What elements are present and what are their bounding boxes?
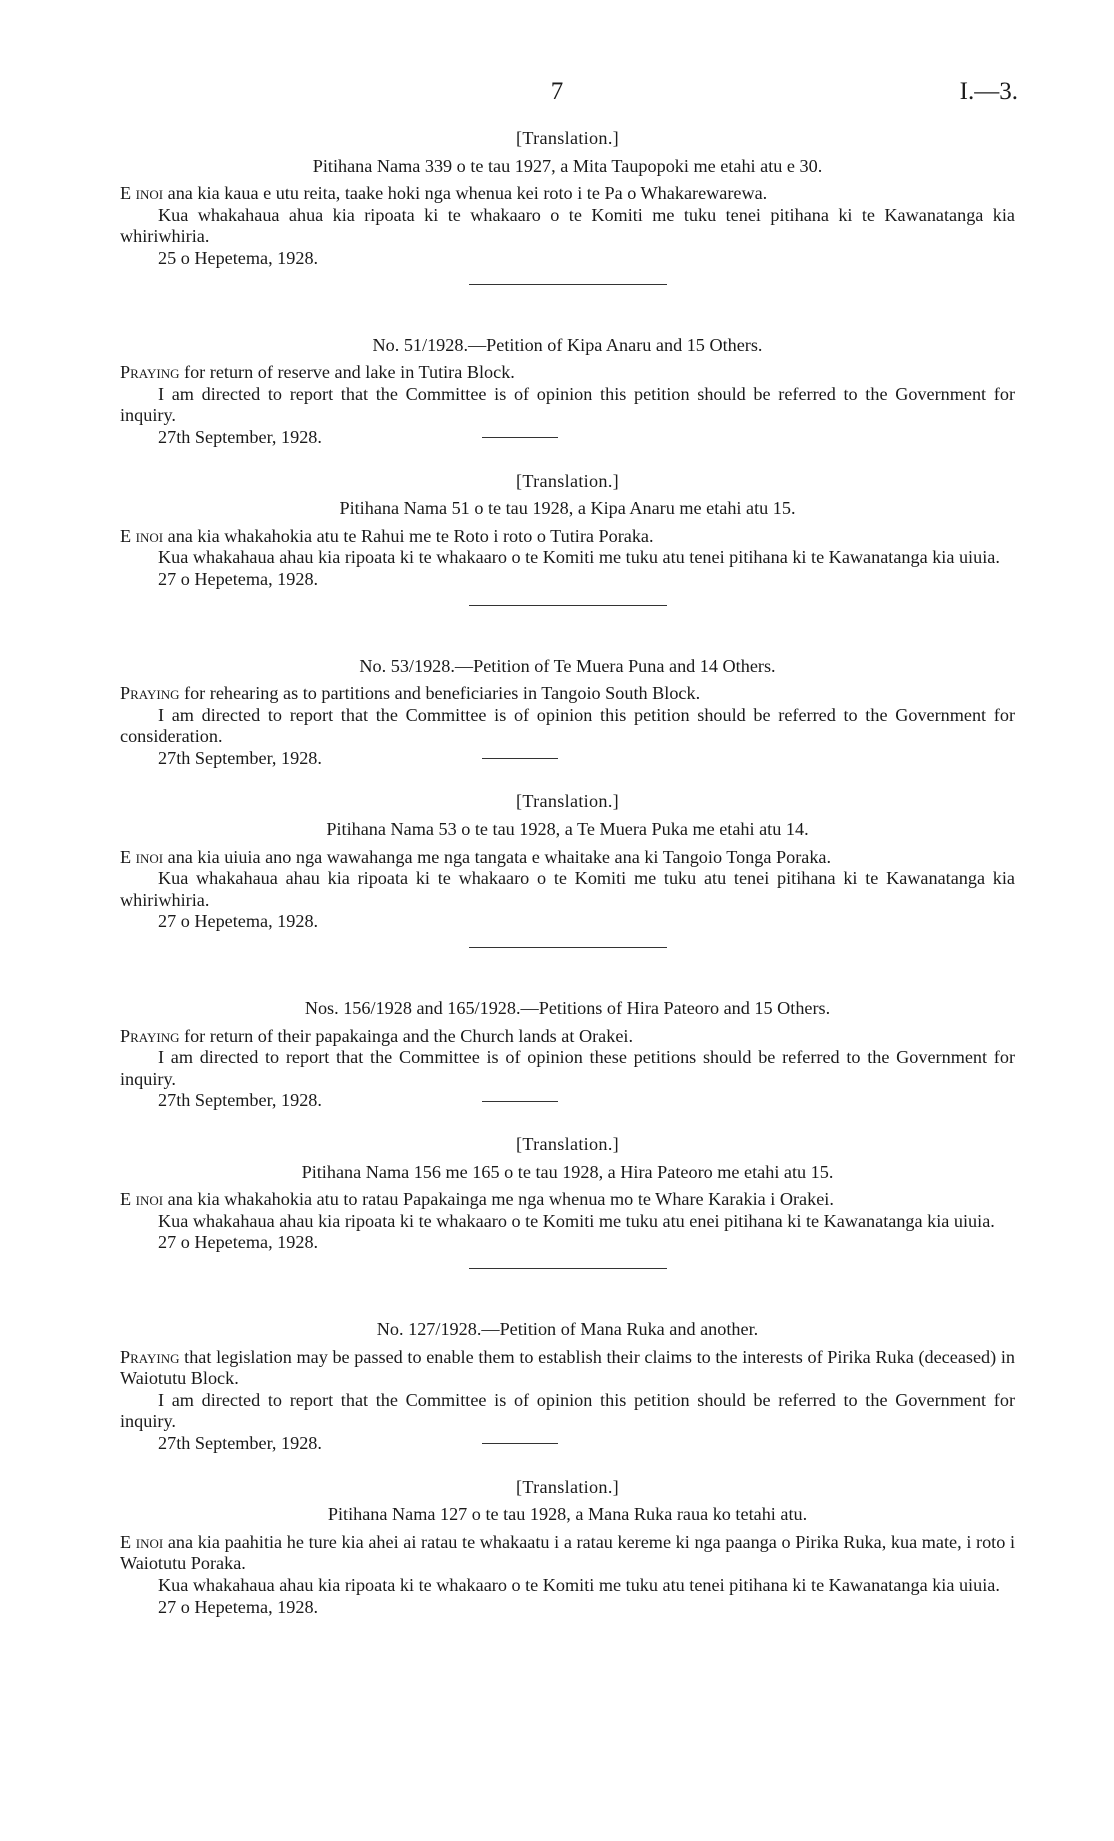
date-line: 25 o Hepetema, 1928. <box>158 247 319 268</box>
prayer-text: for rehearing as to partitions and beneficiaries in Tangoio South Block. <box>179 683 701 704</box>
prayer-text: ana kia paahitia he ture kia ahei ai ratau te whakaatu i a ratau kereme ki nga paanga o Pirika Ruka, kua mate, i roto i Waiotutu Poraka. <box>120 1531 1015 1574</box>
prayer-paragraph <box>120 1532 1015 1575</box>
petition-title: Nos. 156/1928 and 165/1928.—Petitions of Hira Pateoro and 15 Others. <box>304 998 831 1019</box>
report-paragraph: Kua whakahaua ahau kia ripoata ki te whakaaro o te Komiti me tuku atu enei pitihana ki te Kawanatanga kia uiuia. <box>158 1210 995 1231</box>
prayer-text: ana kia kaua e utu reita, taake hoki nga whenua kei roto i te Pa o Whakarewarewa. <box>163 183 768 204</box>
translation-label: [Translation.] <box>515 470 620 491</box>
short-divider <box>482 758 558 759</box>
translation-block <box>120 791 1015 948</box>
translation-block <box>120 1477 1015 1619</box>
petition-block <box>120 335 1015 449</box>
report-paragraph: Kua whakahaua ahua kia ripoata ki te whakaaro o te Komiti me tuku tenei pitihana ki te Kawanatanga kia whiriwhiria. <box>120 204 1015 247</box>
prayer-paragraph <box>120 1347 1015 1390</box>
prayer-lead: E inoi <box>120 525 164 546</box>
translation-label: [Translation.] <box>515 791 620 812</box>
prayer-paragraph <box>120 1026 1015 1048</box>
prayer-lead: Praying <box>120 362 180 383</box>
page-number: 7 <box>550 78 564 105</box>
report-paragraph: I am directed to report that the Committee is of opinion these petitions should be referred to the Government for inquiry. <box>120 1047 1015 1089</box>
translation-block <box>120 471 1015 606</box>
short-divider <box>482 1443 558 1444</box>
report-paragraph: I am directed to report that the Committee is of opinion this petition should be referred to the Government for inquiry. <box>120 383 1015 426</box>
prayer-lead: E inoi <box>120 846 164 867</box>
petition-title: Pitihana Nama 53 o te tau 1928, a Te Muera Puka me etahi atu 14. <box>326 819 809 840</box>
petition-title: Pitihana Nama 156 me 165 o te tau 1928, a Hira Pateoro me etahi atu 15. <box>301 1161 834 1182</box>
report-paragraph: I am directed to report that the Committee is of opinion this petition should be referred to the Government for inquiry. <box>120 1389 1015 1432</box>
petition-title: Pitihana Nama 339 o te tau 1927, a Mita Taupopoki me etahi atu e 30. <box>312 155 823 176</box>
date-line: 27th September, 1928. <box>158 747 322 768</box>
prayer-lead: Praying <box>120 1025 180 1046</box>
page-header <box>0 78 1114 108</box>
prayer-paragraph <box>120 1189 1015 1211</box>
date-line: 27th September, 1928. <box>158 1090 322 1111</box>
petition-title: No. 127/1928.—Petition of Mana Ruka and another. <box>376 1318 759 1339</box>
short-divider <box>482 437 558 438</box>
petition-title: Pitihana Nama 51 o te tau 1928, a Kipa Anaru me etahi atu 15. <box>339 498 796 519</box>
petition-block <box>120 656 1015 770</box>
date-line: 27 o Hepetema, 1928. <box>158 1596 319 1617</box>
series-number: I.—3. <box>959 78 1018 105</box>
prayer-text: for return of reserve and lake in Tutira Block. <box>179 362 515 383</box>
petition-title: No. 51/1928.—Petition of Kipa Anaru and 15 Others. <box>372 334 763 355</box>
prayer-paragraph <box>120 183 1015 205</box>
prayer-lead: Praying <box>120 1346 180 1367</box>
prayer-paragraph <box>120 847 1015 869</box>
translation-label: [Translation.] <box>515 1476 620 1497</box>
petition-title: No. 53/1928.—Petition of Te Muera Puna and 14 Others. <box>359 655 776 676</box>
prayer-text: that legislation may be passed to enable them to establish their claims to the interests of Pirika Ruka (deceased) in Waiotutu Block. <box>120 1346 1015 1389</box>
date-line: 27th September, 1928. <box>158 1432 322 1453</box>
translation-label: [Translation.] <box>515 1134 620 1154</box>
translation-label: [Translation.] <box>515 128 620 148</box>
prayer-text: for return of their papakainga and the Church lands at Orakei. <box>179 1025 633 1046</box>
report-paragraph: I am directed to report that the Committee is of opinion this petition should be referred to the Government for consideration. <box>120 704 1015 747</box>
short-divider <box>482 1101 558 1102</box>
prayer-text: ana kia whakahokia atu te Rahui me te Roto i roto o Tutira Poraka. <box>163 525 654 546</box>
prayer-text: ana kia whakahokia atu to ratau Papakainga me nga whenua mo te Whare Karakia i Orakei. <box>163 1189 834 1210</box>
prayer-lead: E inoi <box>120 1531 164 1552</box>
document-body <box>120 128 1015 1618</box>
translation-block <box>120 1134 1015 1269</box>
prayer-lead: E inoi <box>120 183 164 204</box>
translation-block <box>120 128 1015 285</box>
date-line: 27 o Hepetema, 1928. <box>158 911 319 932</box>
date-row <box>120 1090 1015 1112</box>
date-row <box>120 427 1015 449</box>
date-line: 27 o Hepetema, 1928. <box>158 568 319 589</box>
date-row <box>120 1433 1015 1455</box>
report-paragraph: Kua whakahaua ahau kia ripoata ki te whakaaro o te Komiti me tuku atu tenei pitihana ki te Kawanatanga kia uiuia. <box>158 1574 1000 1595</box>
prayer-paragraph <box>120 526 1015 548</box>
petition-block <box>120 998 1015 1112</box>
prayer-paragraph <box>120 362 1015 384</box>
prayer-paragraph <box>120 683 1015 705</box>
report-paragraph: Kua whakahaua ahau kia ripoata ki te whakaaro o te Komiti me tuku atu tenei pitihana ki te Kawanatanga kia uiuia. <box>158 547 1000 568</box>
report-paragraph: Kua whakahaua ahau kia ripoata ki te whakaaro o te Komiti me tuku atu tenei pitihana ki te Kawanatanga kia whiriwhiria. <box>120 868 1015 910</box>
date-row <box>120 748 1015 770</box>
date-line: 27 o Hepetema, 1928. <box>158 1232 319 1253</box>
petition-block <box>120 1319 1015 1455</box>
prayer-text: ana kia uiuia ano nga wawahanga me nga tangata e whaitake ana ki Tangoio Tonga Poraka. <box>163 846 832 867</box>
petition-title: Pitihana Nama 127 o te tau 1928, a Mana Ruka raua ko tetahi atu. <box>327 1504 808 1525</box>
prayer-lead: Praying <box>120 683 180 704</box>
date-line: 27th September, 1928. <box>158 426 322 447</box>
prayer-lead: E inoi <box>120 1189 164 1210</box>
